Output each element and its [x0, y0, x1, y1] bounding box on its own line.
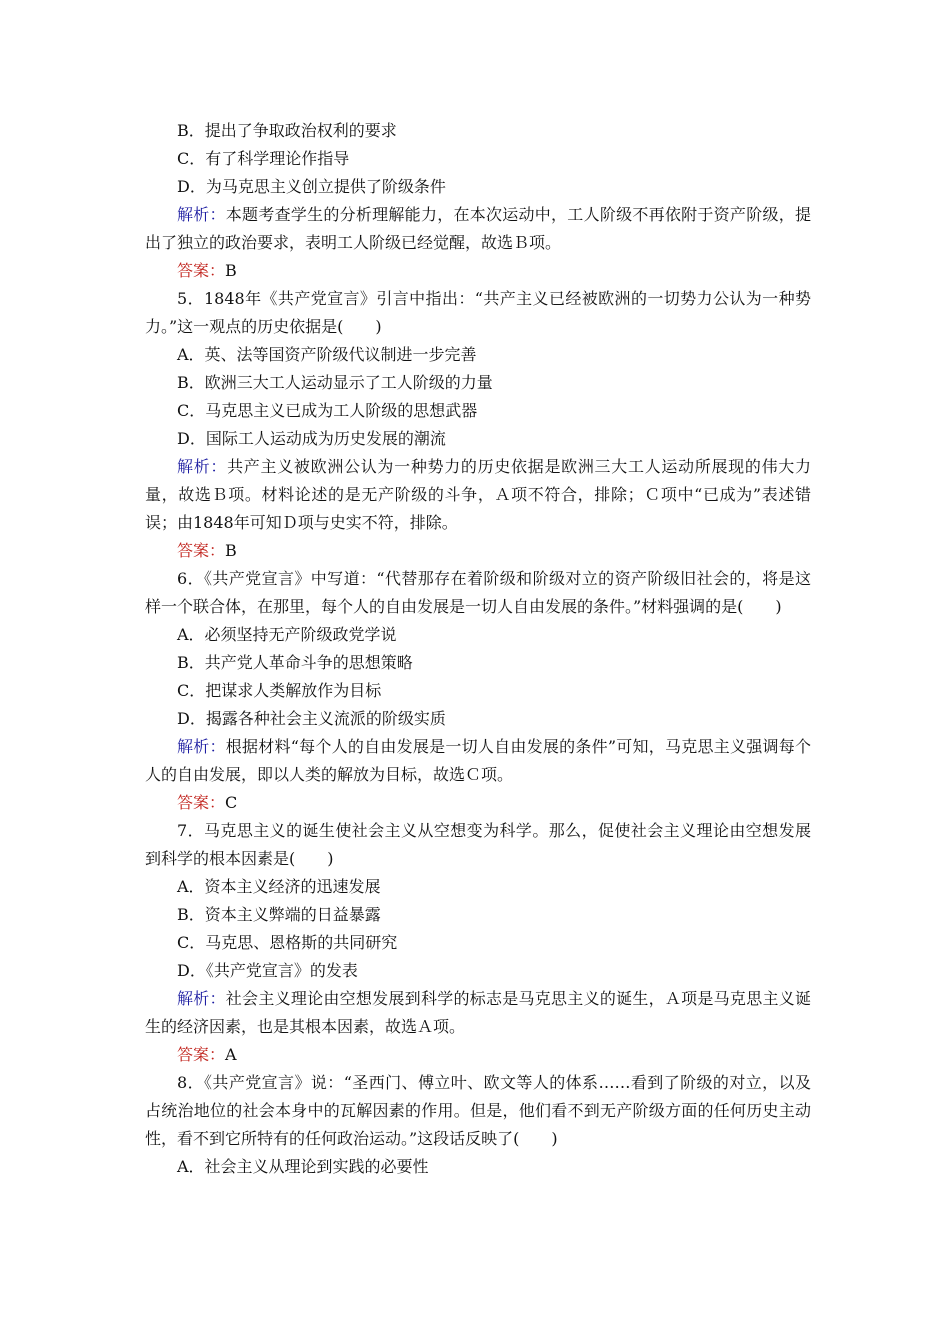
option-d: D．国际工人运动成为历史发展的潮流 — [177, 429, 446, 448]
question-8 — [145, 1069, 811, 1181]
analysis-paragraph — [145, 985, 811, 1041]
analysis-paragraph — [145, 201, 811, 257]
answer-line — [145, 789, 811, 817]
analysis-label: 解析： — [177, 989, 226, 1008]
answer-line — [145, 537, 811, 565]
answer-label: 答案： — [177, 541, 226, 560]
option-b: B．欧洲三大工人运动显示了工人阶级的力量 — [177, 373, 493, 392]
option-c: C．马克思、恩格斯的共同研究 — [177, 933, 398, 952]
option-c: C．把谋求人类解放作为目标 — [177, 681, 382, 700]
option-c: C．有了科学理论作指导 — [177, 149, 350, 168]
option-b: B．提出了争取政治权利的要求 — [177, 121, 397, 140]
option-c: C．马克思主义已成为工人阶级的思想武器 — [177, 401, 478, 420]
answer-label: 答案： — [177, 261, 226, 280]
answer-value: B — [225, 261, 237, 280]
option-d: D．揭露各种社会主义流派的阶级实质 — [177, 709, 446, 728]
option-b: B．资本主义弊端的日益暴露 — [177, 905, 381, 924]
analysis-text: 共产主义被欧洲公认为一种势力的历史依据是欧洲三大工人运动所展现的伟大力量，故选Ｂ项。材料论述的是无产阶级的斗争，Ａ项不符合，排除；Ｃ项中“已成为”表述错误；由1848年可知Ｄ项与史实不符，排除。 — [145, 457, 811, 532]
option-a: A．社会主义从理论到实践的必要性 — [177, 1157, 429, 1176]
question-7 — [145, 817, 811, 1069]
option-b: B．共产党人革命斗争的思想策略 — [177, 653, 413, 672]
answer-line — [145, 1041, 811, 1069]
option-a: A．英、法等国资产阶级代议制进一步完善 — [177, 345, 477, 364]
option-a: A．资本主义经济的迅速发展 — [177, 877, 381, 896]
question-5 — [145, 285, 811, 565]
question-stem: 7．马克思主义的诞生使社会主义从空想变为科学。那么，促使社会主义理论由空想发展到科学的根本因素是( ) — [145, 821, 811, 868]
question-stem: 6．《共产党宣言》中写道：“代替那存在着阶级和阶级对立的资产阶级旧社会的，将是这样一个联合体，在那里，每个人的自由发展是一切人自由发展的条件。”材料强调的是( ) — [145, 569, 811, 616]
question-stem: 5．1848年《共产党宣言》引言中指出：“共产主义已经被欧洲的一切势力公认为一种势力。”这一观点的历史依据是( ) — [145, 289, 811, 336]
answer-label: 答案： — [177, 793, 226, 812]
analysis-label: 解析： — [177, 737, 226, 756]
analysis-text: 本题考查学生的分析理解能力，在本次运动中，工人阶级不再依附于资产阶级，提出了独立的政治要求，表明工人阶级已经觉醒，故选Ｂ项。 — [145, 205, 811, 252]
option-d: D．《共产党宣言》的发表 — [177, 961, 358, 980]
answer-value: A — [225, 1045, 237, 1064]
answer-value: B — [225, 541, 237, 560]
analysis-text: 社会主义理论由空想发展到科学的标志是马克思主义的诞生，Ａ项是马克思主义诞生的经济因素，也是其根本因素，故选Ａ项。 — [145, 989, 811, 1036]
question-stem: 8．《共产党宣言》说：“圣西门、傅立叶、欧文等人的体系……看到了阶级的对立，以及占统治地位的社会本身中的瓦解因素的作用。但是，他们看不到无产阶级方面的任何历史主动性，看不到它所特有的任何政治运动。”这段话反映了( ) — [145, 1073, 811, 1148]
document-page — [145, 117, 811, 1181]
question-6 — [145, 565, 811, 817]
answer-value: C — [225, 793, 238, 812]
analysis-paragraph — [145, 453, 811, 537]
answer-line — [145, 257, 811, 285]
option-a: A．必须坚持无产阶级政党学说 — [177, 625, 397, 644]
analysis-text: 根据材料“每个人的自由发展是一切人自由发展的条件”可知，马克思主义强调每个人的自由发展，即以人类的解放为目标，故选Ｃ项。 — [145, 737, 811, 784]
analysis-paragraph — [145, 733, 811, 789]
analysis-label: 解析： — [177, 205, 226, 224]
question-4 — [145, 117, 811, 285]
analysis-label: 解析： — [177, 457, 228, 476]
answer-label: 答案： — [177, 1045, 226, 1064]
option-d: D．为马克思主义创立提供了阶级条件 — [177, 177, 446, 196]
